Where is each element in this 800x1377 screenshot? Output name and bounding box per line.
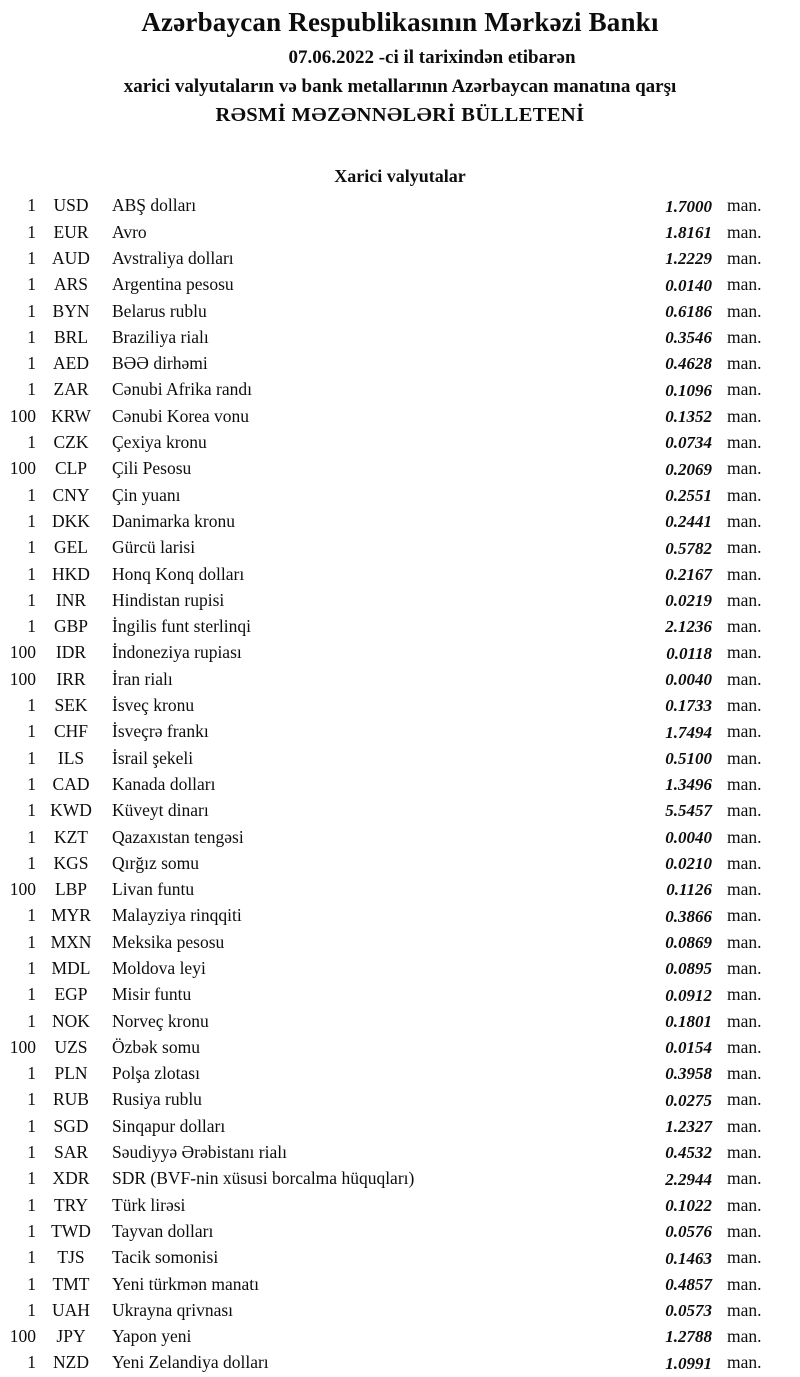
currency-name-cell: Argentina pesosu bbox=[112, 274, 234, 295]
unit-cell: man. bbox=[727, 931, 762, 952]
currency-name-cell: Qırğız somu bbox=[112, 852, 200, 873]
currency-code-cell: JPY bbox=[56, 1326, 86, 1347]
currency-name-cell: Cənubi Afrika randı bbox=[112, 379, 252, 400]
currency-code-cell: IDR bbox=[55, 642, 87, 663]
currency-name-cell: Danimarka kronu bbox=[112, 510, 235, 531]
rate-value-cell: 1.8161 bbox=[665, 222, 712, 242]
currency-name-cell: İran rialı bbox=[112, 668, 173, 689]
quantity-cell: 1 bbox=[27, 1299, 36, 1320]
currency-code-cell: CZK bbox=[53, 432, 89, 453]
quantity-cell: 1 bbox=[27, 852, 36, 873]
quantity-cell: 1 bbox=[27, 1168, 36, 1189]
unit-cell: man. bbox=[727, 247, 762, 268]
rate-row bbox=[0, 1324, 800, 1350]
unit-cell: man. bbox=[727, 1273, 762, 1294]
rate-row bbox=[0, 1140, 800, 1166]
rate-value-cell: 1.2788 bbox=[665, 1327, 712, 1347]
quantity-cell: 1 bbox=[27, 1352, 36, 1373]
rate-row bbox=[0, 403, 800, 429]
rate-value-cell: 1.3496 bbox=[665, 775, 712, 795]
unit-cell: man. bbox=[727, 1036, 762, 1057]
rate-row bbox=[0, 482, 800, 508]
currency-name-cell: Tayvan dolları bbox=[112, 1220, 214, 1241]
rate-row bbox=[0, 719, 800, 745]
rate-row bbox=[0, 1297, 800, 1323]
currency-name-cell: Çin yuanı bbox=[112, 484, 181, 505]
quantity-cell: 1 bbox=[27, 274, 36, 295]
rate-value-cell: 0.0895 bbox=[665, 959, 712, 979]
quantity-cell: 1 bbox=[27, 721, 36, 742]
rate-value-cell: 0.0869 bbox=[665, 932, 712, 952]
quantity-cell: 1 bbox=[27, 1063, 36, 1084]
quantity-cell: 1 bbox=[27, 1247, 36, 1268]
rate-row bbox=[0, 824, 800, 850]
rate-value-cell: 0.5782 bbox=[665, 538, 712, 558]
currency-name-cell: Ukrayna qrivnası bbox=[112, 1299, 234, 1320]
currency-name-cell: BƏƏ dirhəmi bbox=[112, 353, 208, 374]
currency-name-cell: Qazaxıstan tengəsi bbox=[112, 826, 244, 847]
currency-name-cell: Yeni Zelandiya dolları bbox=[112, 1352, 269, 1373]
currency-code-cell: HKD bbox=[52, 563, 90, 584]
unit-cell: man. bbox=[727, 642, 762, 663]
quantity-cell: 1 bbox=[27, 537, 36, 558]
unit-cell: man. bbox=[727, 326, 762, 347]
currency-code-cell: TWD bbox=[51, 1220, 91, 1241]
rate-row bbox=[0, 324, 800, 350]
quantity-cell: 1 bbox=[27, 563, 36, 584]
currency-code-cell: MXN bbox=[50, 931, 92, 952]
currency-code-cell: SAR bbox=[53, 1142, 89, 1163]
rate-row bbox=[0, 1035, 800, 1061]
currency-code-cell: GBP bbox=[53, 616, 89, 637]
currency-code-cell: SGD bbox=[53, 1115, 89, 1136]
currency-name-cell: İndoneziya rupiası bbox=[112, 642, 242, 663]
rate-row bbox=[0, 956, 800, 982]
rate-value-cell: 0.0154 bbox=[665, 1038, 712, 1058]
quantity-cell: 1 bbox=[27, 984, 36, 1005]
quantity-cell: 100 bbox=[9, 1326, 36, 1347]
unit-cell: man. bbox=[727, 984, 762, 1005]
rate-row bbox=[0, 1350, 800, 1376]
rate-value-cell: 0.0210 bbox=[665, 854, 712, 874]
rate-row bbox=[0, 219, 800, 245]
quantity-cell: 100 bbox=[9, 458, 36, 479]
currency-code-cell: KZT bbox=[53, 826, 89, 847]
currency-code-cell: ARS bbox=[53, 274, 89, 295]
unit-cell: man. bbox=[727, 432, 762, 453]
unit-cell: man. bbox=[727, 1247, 762, 1268]
rate-value-cell: 0.0734 bbox=[665, 433, 712, 453]
rate-value-cell: 0.0118 bbox=[666, 643, 712, 663]
quantity-cell: 1 bbox=[27, 931, 36, 952]
quantity-cell: 1 bbox=[27, 589, 36, 610]
currency-name-cell: Malayziya rinqqiti bbox=[112, 905, 242, 926]
quantity-cell: 1 bbox=[27, 1142, 36, 1163]
section-title-foreign-currencies: Xarici valyutalar bbox=[334, 166, 466, 186]
currency-code-cell: IRR bbox=[56, 668, 86, 689]
currency-code-cell: USD bbox=[53, 195, 89, 216]
currency-code-cell: INR bbox=[55, 589, 87, 610]
currency-name-cell: Rusiya rublu bbox=[112, 1089, 202, 1110]
rate-row bbox=[0, 509, 800, 535]
rate-value-cell: 0.0576 bbox=[665, 1222, 712, 1242]
rate-value-cell: 0.0140 bbox=[665, 275, 712, 295]
rate-value-cell: 0.1022 bbox=[665, 1195, 712, 1215]
quantity-cell: 1 bbox=[27, 958, 36, 978]
unit-cell: man. bbox=[727, 958, 762, 978]
unit-cell: man. bbox=[727, 589, 762, 610]
currency-name-cell: İsveçrə frankı bbox=[112, 721, 209, 742]
quantity-cell: 1 bbox=[27, 1010, 36, 1031]
rate-value-cell: 0.0040 bbox=[665, 669, 712, 689]
unit-cell: man. bbox=[727, 221, 762, 242]
rate-row bbox=[0, 351, 800, 377]
unit-cell: man. bbox=[727, 721, 762, 742]
currency-code-cell: NOK bbox=[52, 1010, 90, 1031]
currency-code-cell: DKK bbox=[52, 510, 90, 531]
unit-cell: man. bbox=[727, 1220, 762, 1241]
quantity-cell: 100 bbox=[9, 642, 36, 663]
currency-name-cell: Tacik somonisi bbox=[112, 1247, 219, 1268]
currency-name-cell: Norveç kronu bbox=[112, 1010, 209, 1031]
quantity-cell: 1 bbox=[27, 484, 36, 505]
rate-value-cell: 0.3546 bbox=[665, 328, 712, 348]
unit-cell: man. bbox=[727, 879, 762, 900]
unit-cell: man. bbox=[727, 773, 762, 794]
currency-name-cell: Çili Pesosu bbox=[112, 458, 192, 479]
unit-cell: man. bbox=[727, 458, 762, 479]
rate-row bbox=[0, 1087, 800, 1113]
unit-cell: man. bbox=[727, 510, 762, 531]
unit-cell: man. bbox=[727, 353, 762, 374]
rate-row bbox=[0, 377, 800, 403]
rate-value-cell: 0.4628 bbox=[665, 354, 712, 374]
quantity-cell: 1 bbox=[27, 1115, 36, 1136]
unit-cell: man. bbox=[727, 195, 762, 216]
rate-row bbox=[0, 1061, 800, 1087]
unit-cell: man. bbox=[727, 668, 762, 689]
rate-value-cell: 0.2167 bbox=[665, 564, 712, 584]
currency-name-cell: SDR (BVF-nin xüsusi borcalma hüquqları) bbox=[112, 1168, 415, 1189]
currency-code-cell: TRY bbox=[53, 1194, 89, 1215]
currency-name-cell: Misir funtu bbox=[112, 984, 192, 1005]
bulletin-title: RƏSMİ MƏZƏNNƏLƏRİ BÜLLETENİ bbox=[215, 104, 585, 126]
currency-code-cell: BYN bbox=[52, 300, 90, 321]
quantity-cell: 1 bbox=[27, 379, 36, 400]
unit-cell: man. bbox=[727, 484, 762, 505]
rate-row bbox=[0, 903, 800, 929]
rate-value-cell: 0.0275 bbox=[665, 1090, 712, 1110]
unit-cell: man. bbox=[727, 695, 762, 716]
quantity-cell: 1 bbox=[27, 221, 36, 242]
currency-code-cell: CNY bbox=[52, 484, 90, 505]
rate-value-cell: 0.4532 bbox=[665, 1143, 712, 1163]
quantity-cell: 100 bbox=[9, 668, 36, 689]
currency-code-cell: PLN bbox=[54, 1063, 88, 1084]
rate-value-cell: 0.1126 bbox=[666, 880, 712, 900]
currency-code-cell: ZAR bbox=[53, 379, 89, 400]
rate-value-cell: 0.1801 bbox=[665, 1011, 712, 1031]
currency-code-cell: UZS bbox=[54, 1036, 88, 1057]
rate-row bbox=[0, 535, 800, 561]
rate-value-cell: 5.5457 bbox=[665, 801, 712, 821]
unit-cell: man. bbox=[727, 905, 762, 926]
rate-value-cell: 0.2441 bbox=[665, 512, 712, 532]
rate-row bbox=[0, 640, 800, 666]
quantity-cell: 1 bbox=[27, 1194, 36, 1215]
currency-name-cell: Meksika pesosu bbox=[112, 931, 225, 952]
quantity-cell: 1 bbox=[27, 300, 36, 321]
rate-row bbox=[0, 1008, 800, 1034]
rate-row bbox=[0, 1166, 800, 1192]
rate-row bbox=[0, 850, 800, 876]
rate-row bbox=[0, 272, 800, 298]
unit-cell: man. bbox=[727, 852, 762, 873]
rate-row bbox=[0, 246, 800, 272]
currency-name-cell: Kanada dolları bbox=[112, 773, 216, 794]
currency-code-cell: CLP bbox=[54, 458, 88, 479]
quantity-cell: 1 bbox=[27, 695, 36, 716]
currency-code-cell: AUD bbox=[52, 247, 90, 268]
currency-code-cell: GEL bbox=[53, 537, 89, 558]
rate-value-cell: 1.7494 bbox=[665, 722, 712, 742]
currency-name-cell: Gürcü larisi bbox=[112, 537, 196, 558]
currency-name-cell: Honq Konq dolları bbox=[112, 563, 245, 584]
unit-cell: man. bbox=[727, 1089, 762, 1110]
rate-row bbox=[0, 587, 800, 613]
rate-row bbox=[0, 1192, 800, 1218]
rate-value-cell: 1.7000 bbox=[665, 196, 712, 216]
rate-row bbox=[0, 1113, 800, 1139]
currency-code-cell: KWD bbox=[50, 800, 92, 821]
currency-name-cell: Yeni türkmən manatı bbox=[112, 1273, 259, 1294]
unit-cell: man. bbox=[727, 563, 762, 584]
rate-row bbox=[0, 877, 800, 903]
currency-name-cell: Braziliya rialı bbox=[112, 326, 209, 347]
currency-name-cell: Yapon yeni bbox=[112, 1326, 192, 1347]
rate-row bbox=[0, 193, 800, 219]
unit-cell: man. bbox=[727, 1194, 762, 1215]
rate-row bbox=[0, 666, 800, 692]
quantity-cell: 100 bbox=[9, 1036, 36, 1057]
quantity-cell: 100 bbox=[9, 405, 36, 426]
rate-value-cell: 0.1096 bbox=[665, 380, 712, 400]
currency-code-cell: MDL bbox=[51, 958, 91, 978]
unit-cell: man. bbox=[727, 1063, 762, 1084]
currency-code-cell: EUR bbox=[53, 221, 89, 242]
quantity-cell: 1 bbox=[27, 247, 36, 268]
quantity-cell: 1 bbox=[27, 510, 36, 531]
bank-name-title: Azərbaycan Respublikasının Mərkəzi Bankı bbox=[141, 7, 659, 37]
currency-code-cell: RUB bbox=[53, 1089, 89, 1110]
unit-cell: man. bbox=[727, 747, 762, 768]
rate-row bbox=[0, 798, 800, 824]
rate-value-cell: 0.2069 bbox=[665, 459, 712, 479]
currency-name-cell: Avstraliya dolları bbox=[112, 247, 234, 268]
rate-value-cell: 1.0991 bbox=[665, 1353, 712, 1373]
effective-date-line: 07.06.2022 -ci il tarixindən etibarən bbox=[288, 47, 576, 68]
exchange-rates-table bbox=[0, 193, 800, 1376]
unit-cell: man. bbox=[727, 537, 762, 558]
currency-name-cell: Polşa zlotası bbox=[112, 1063, 200, 1084]
rate-row bbox=[0, 1245, 800, 1271]
currency-name-cell: Cənubi Korea vonu bbox=[112, 405, 250, 426]
currency-name-cell: İsveç kronu bbox=[112, 695, 195, 716]
currency-code-cell: UAH bbox=[52, 1299, 90, 1320]
unit-cell: man. bbox=[727, 1142, 762, 1163]
quantity-cell: 1 bbox=[27, 1220, 36, 1241]
currency-name-cell: ABŞ dolları bbox=[112, 195, 197, 216]
currency-name-cell: Livan funtu bbox=[112, 879, 195, 900]
rate-value-cell: 1.2229 bbox=[665, 249, 712, 269]
quantity-cell: 1 bbox=[27, 353, 36, 374]
unit-cell: man. bbox=[727, 826, 762, 847]
unit-cell: man. bbox=[727, 379, 762, 400]
currency-code-cell: KGS bbox=[53, 852, 89, 873]
rate-row bbox=[0, 693, 800, 719]
unit-cell: man. bbox=[727, 1115, 762, 1136]
currency-code-cell: TMT bbox=[52, 1273, 90, 1294]
currency-code-cell: MYR bbox=[51, 905, 91, 926]
quantity-cell: 100 bbox=[9, 879, 36, 900]
currency-name-cell: Moldova leyi bbox=[112, 958, 206, 978]
quantity-cell: 1 bbox=[27, 195, 36, 216]
currency-code-cell: CHF bbox=[53, 721, 89, 742]
rate-value-cell: 2.2944 bbox=[665, 1169, 712, 1189]
currency-name-cell: İsrail şekeli bbox=[112, 747, 194, 768]
quantity-cell: 1 bbox=[27, 326, 36, 347]
rate-value-cell: 0.0219 bbox=[665, 591, 712, 611]
quantity-cell: 1 bbox=[27, 905, 36, 926]
unit-cell: man. bbox=[727, 1010, 762, 1031]
rate-row bbox=[0, 456, 800, 482]
currency-code-cell: CAD bbox=[52, 773, 90, 794]
rate-row bbox=[0, 929, 800, 955]
currency-name-cell: Belarus rublu bbox=[112, 300, 207, 321]
rate-value-cell: 0.3866 bbox=[665, 906, 712, 926]
rate-value-cell: 2.1236 bbox=[665, 617, 712, 637]
rate-value-cell: 0.6186 bbox=[665, 301, 712, 321]
rate-row bbox=[0, 561, 800, 587]
rate-row bbox=[0, 430, 800, 456]
currency-code-cell: TJS bbox=[57, 1247, 85, 1268]
currency-code-cell: EGP bbox=[54, 984, 88, 1005]
currency-code-cell: LBP bbox=[54, 879, 88, 900]
quantity-cell: 1 bbox=[27, 616, 36, 637]
currency-name-cell: Hindistan rupisi bbox=[112, 589, 225, 610]
rate-value-cell: 1.2327 bbox=[665, 1117, 712, 1137]
rate-value-cell: 0.5100 bbox=[665, 748, 712, 768]
currency-name-cell: Çexiya kronu bbox=[112, 432, 207, 453]
quantity-cell: 1 bbox=[27, 747, 36, 768]
rate-value-cell: 0.3958 bbox=[665, 1064, 712, 1084]
unit-cell: man. bbox=[727, 300, 762, 321]
rate-value-cell: 0.0573 bbox=[665, 1301, 712, 1321]
rate-row bbox=[0, 298, 800, 324]
scope-line: xarici valyutaların və bank metallarının Azərbaycan manatına qarşı bbox=[123, 76, 677, 97]
rate-value-cell: 0.1733 bbox=[665, 696, 712, 716]
currency-code-cell: BRL bbox=[53, 326, 89, 347]
rate-value-cell: 0.4857 bbox=[665, 1274, 712, 1294]
currency-name-cell: Səudiyyə Ərəbistanı rialı bbox=[112, 1142, 287, 1163]
currency-code-cell: AED bbox=[53, 353, 89, 374]
currency-code-cell: XDR bbox=[52, 1168, 90, 1189]
currency-name-cell: Sinqapur dolları bbox=[112, 1115, 226, 1136]
unit-cell: man. bbox=[727, 1299, 762, 1320]
unit-cell: man. bbox=[727, 1352, 762, 1373]
quantity-cell: 1 bbox=[27, 1089, 36, 1110]
rate-value-cell: 0.2551 bbox=[665, 485, 712, 505]
rate-row bbox=[0, 982, 800, 1008]
currency-code-cell: SEK bbox=[54, 695, 88, 716]
rate-value-cell: 0.1463 bbox=[665, 1248, 712, 1268]
currency-code-cell: ILS bbox=[57, 747, 85, 768]
rate-row bbox=[0, 1219, 800, 1245]
rate-value-cell: 0.0040 bbox=[665, 827, 712, 847]
currency-name-cell: Özbək somu bbox=[112, 1036, 200, 1057]
currency-code-cell: KRW bbox=[51, 405, 91, 426]
rate-row bbox=[0, 772, 800, 798]
unit-cell: man. bbox=[727, 274, 762, 295]
unit-cell: man. bbox=[727, 800, 762, 821]
unit-cell: man. bbox=[727, 616, 762, 637]
rate-row bbox=[0, 745, 800, 771]
currency-code-cell: NZD bbox=[53, 1352, 89, 1373]
currency-name-cell: Türk lirəsi bbox=[112, 1194, 186, 1215]
rate-row bbox=[0, 1271, 800, 1297]
currency-name-cell: Avro bbox=[112, 221, 147, 242]
quantity-cell: 1 bbox=[27, 1273, 36, 1294]
quantity-cell: 1 bbox=[27, 826, 36, 847]
unit-cell: man. bbox=[727, 1326, 762, 1347]
quantity-cell: 1 bbox=[27, 432, 36, 453]
rate-value-cell: 0.0912 bbox=[665, 985, 712, 1005]
quantity-cell: 1 bbox=[27, 773, 36, 794]
quantity-cell: 1 bbox=[27, 800, 36, 821]
currency-name-cell: Küveyt dinarı bbox=[112, 800, 209, 821]
unit-cell: man. bbox=[727, 1168, 762, 1189]
unit-cell: man. bbox=[727, 405, 762, 426]
rate-value-cell: 0.1352 bbox=[665, 407, 712, 427]
currency-name-cell: İngilis funt sterlinqi bbox=[112, 616, 252, 637]
rate-row bbox=[0, 614, 800, 640]
